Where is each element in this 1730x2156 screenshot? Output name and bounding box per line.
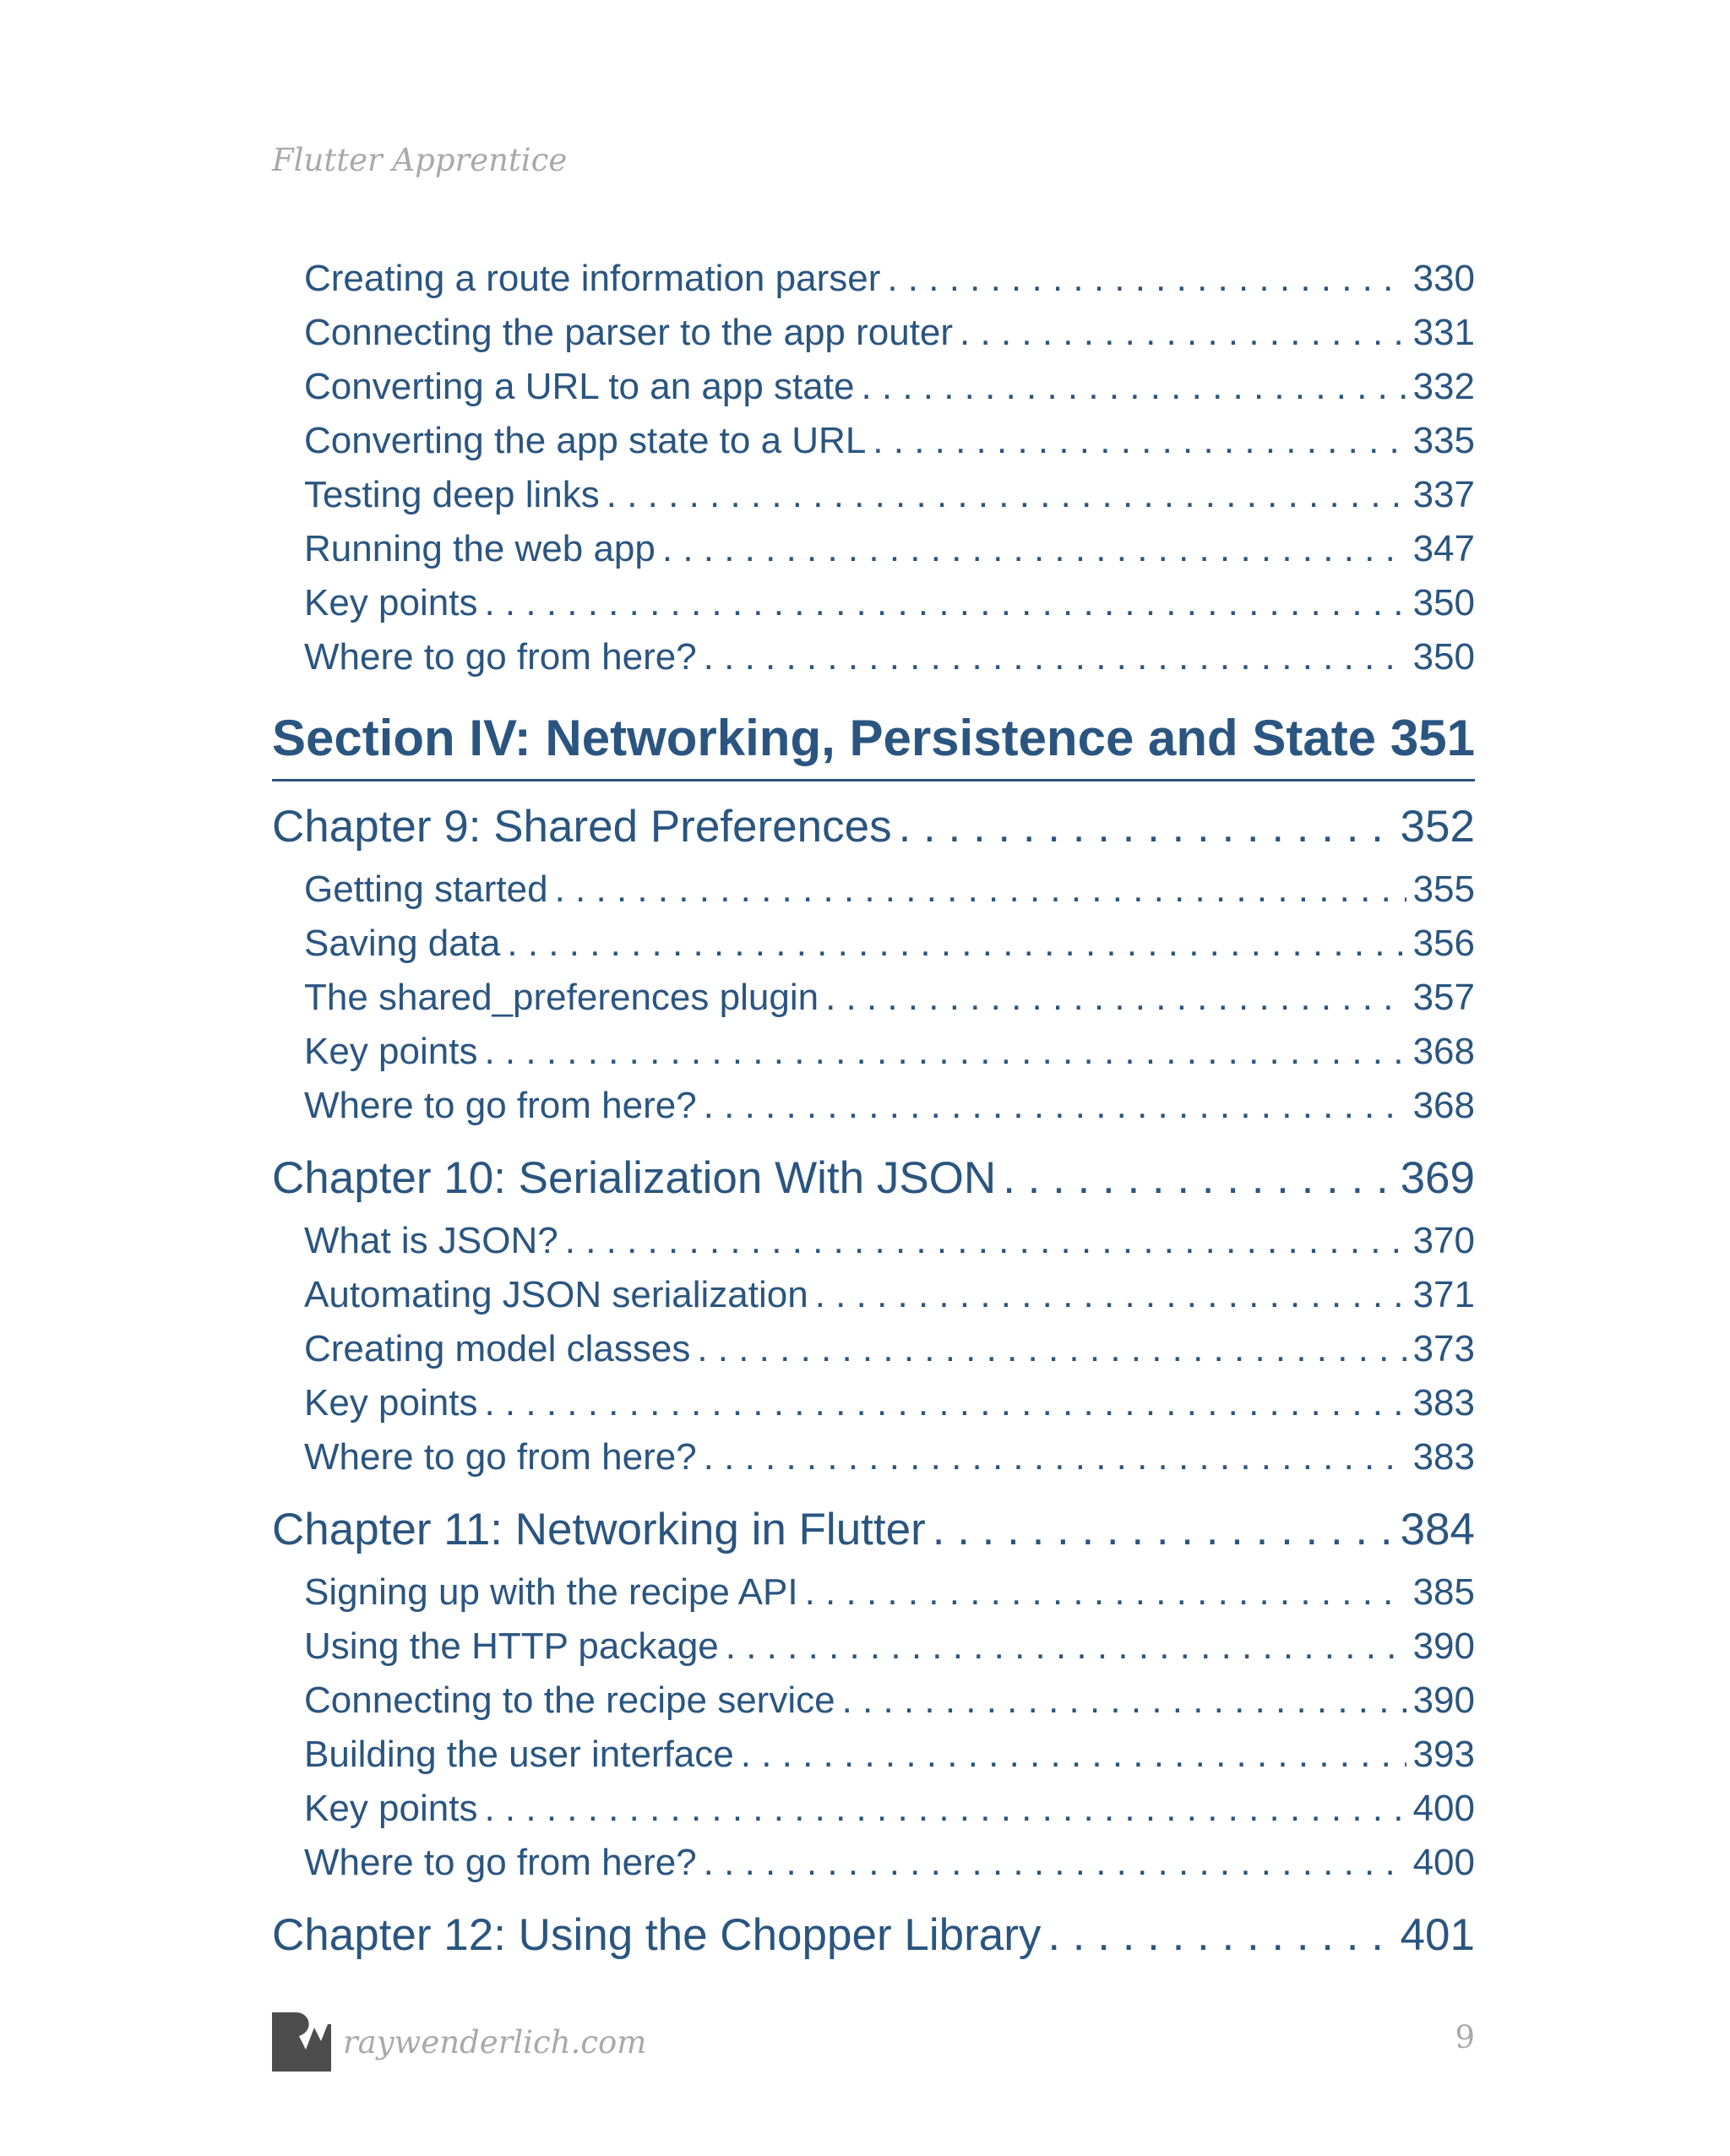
toc-entry[interactable]	[272, 1025, 1475, 1079]
toc-entry[interactable]	[272, 863, 1475, 917]
toc-entry-title: Getting started	[304, 868, 548, 910]
toc-entry-page: 390	[1412, 1680, 1475, 1721]
raywenderlich-logo-icon	[272, 2012, 331, 2072]
dot-leader	[726, 1620, 1406, 1674]
toc-entry-page: 347	[1412, 528, 1475, 569]
toc-entry-title: Key points	[304, 1382, 478, 1424]
toc-entry-title: Testing deep links	[304, 474, 600, 515]
dot-leader	[1047, 1900, 1393, 1971]
toc-entry-page: 335	[1412, 420, 1475, 461]
toc-entry-page: 373	[1412, 1328, 1475, 1369]
toc-entry-title: Key points	[304, 1788, 478, 1829]
toc-entry[interactable]	[272, 971, 1475, 1025]
toc-entry[interactable]	[272, 917, 1475, 971]
dot-leader	[484, 1782, 1406, 1836]
chapter-title: Chapter 10: Serialization With JSON	[272, 1153, 997, 1203]
toc-entry-title: Where to go from here?	[304, 1085, 697, 1126]
dot-leader	[805, 1565, 1406, 1620]
dot-leader	[704, 1836, 1406, 1890]
toc-chapter-heading[interactable]	[272, 1143, 1475, 1214]
toc-entry-page: 393	[1412, 1734, 1475, 1775]
toc-entry[interactable]	[272, 306, 1475, 360]
toc-entry[interactable]	[272, 1782, 1475, 1836]
toc-entry-page: 368	[1412, 1085, 1475, 1126]
toc-entry[interactable]	[272, 360, 1475, 414]
chapter-title: Chapter 11: Networking in Flutter	[272, 1505, 926, 1554]
dot-leader	[704, 1079, 1406, 1133]
toc-entry-title: What is JSON?	[304, 1220, 558, 1261]
toc-entry[interactable]	[272, 630, 1475, 684]
toc-section-heading[interactable]	[272, 701, 1475, 781]
chapter-page: 352	[1400, 802, 1475, 852]
toc-entry-page: 385	[1412, 1571, 1475, 1613]
dot-leader	[887, 252, 1406, 306]
dot-leader	[1003, 1143, 1393, 1214]
toc-entry[interactable]	[272, 1214, 1475, 1268]
toc-entry-title: Where to go from here?	[304, 1436, 697, 1478]
table-of-contents	[272, 252, 1475, 1971]
toc-entry-page: 371	[1412, 1274, 1475, 1315]
toc-entry-title: Where to go from here?	[304, 1842, 697, 1883]
toc-entry[interactable]	[272, 1836, 1475, 1890]
toc-entry[interactable]	[272, 1268, 1475, 1322]
section-title: Section IV: Networking, Persistence and State	[272, 710, 1377, 766]
toc-entry[interactable]	[272, 1620, 1475, 1674]
toc-entry-title: Converting the app state to a URL	[304, 420, 867, 461]
toc-entry-title: The shared_preferences plugin	[304, 977, 819, 1018]
dot-leader	[815, 1268, 1406, 1322]
toc-entry[interactable]	[272, 1728, 1475, 1782]
toc-entry[interactable]	[272, 576, 1475, 630]
page-number: 9	[1455, 2019, 1475, 2055]
chapter-title: Chapter 12: Using the Chopper Library	[272, 1910, 1042, 1960]
toc-entry-page: 332	[1412, 366, 1475, 407]
dot-leader	[607, 468, 1406, 522]
toc-entry-page: 383	[1412, 1382, 1475, 1424]
toc-entry[interactable]	[272, 1565, 1475, 1620]
dot-leader	[1383, 701, 1384, 776]
dot-leader	[825, 971, 1406, 1025]
toc-entry[interactable]	[272, 1322, 1475, 1376]
footer-site-name[interactable]: raywenderlich.com	[343, 2024, 647, 2061]
toc-chapter-heading[interactable]	[272, 792, 1475, 863]
chapter-page: 401	[1400, 1910, 1475, 1960]
toc-entry[interactable]	[272, 252, 1475, 306]
toc-entry[interactable]	[272, 1079, 1475, 1133]
chapter-page: 384	[1400, 1505, 1475, 1554]
dot-leader	[899, 792, 1394, 863]
toc-entry[interactable]	[272, 1430, 1475, 1484]
toc-entry-title: Key points	[304, 582, 478, 623]
toc-entry-title: Where to go from here?	[304, 636, 697, 678]
toc-entry[interactable]	[272, 1674, 1475, 1728]
dot-leader	[565, 1214, 1406, 1268]
running-head-title: Flutter Apprentice	[272, 142, 568, 178]
dot-leader	[842, 1674, 1406, 1728]
toc-entry-page: 331	[1412, 312, 1475, 353]
toc-entry-title: Connecting the parser to the app router	[304, 312, 954, 353]
toc-entry-page: 390	[1412, 1625, 1475, 1667]
toc-entry-title: Automating JSON serialization	[304, 1274, 808, 1315]
dot-leader	[741, 1728, 1406, 1782]
dot-leader	[861, 360, 1406, 414]
toc-entry-page: 368	[1412, 1031, 1475, 1072]
toc-entry-page: 400	[1412, 1842, 1475, 1883]
toc-entry-page: 383	[1412, 1436, 1475, 1478]
toc-entry[interactable]	[272, 414, 1475, 468]
toc-entry-page: 356	[1412, 923, 1475, 964]
toc-entry-page: 355	[1412, 868, 1475, 910]
toc-entry[interactable]	[272, 1376, 1475, 1430]
toc-entry-page: 357	[1412, 977, 1475, 1018]
dot-leader	[662, 522, 1406, 576]
toc-entry-title: Creating model classes	[304, 1328, 691, 1369]
toc-entry[interactable]	[272, 468, 1475, 522]
dot-leader	[704, 630, 1406, 684]
toc-entry-title: Key points	[304, 1031, 478, 1072]
chapter-page: 369	[1400, 1153, 1475, 1203]
toc-entry-title: Running the web app	[304, 528, 656, 569]
toc-entry[interactable]	[272, 522, 1475, 576]
toc-entry-page: 370	[1412, 1220, 1475, 1261]
toc-entry-page: 400	[1412, 1788, 1475, 1829]
dot-leader	[484, 1025, 1406, 1079]
dot-leader	[484, 1376, 1406, 1430]
toc-entry-page: 337	[1412, 474, 1475, 515]
toc-entry-page: 330	[1412, 258, 1475, 299]
toc-entry-title: Converting a URL to an app state	[304, 366, 855, 407]
section-page: 351	[1390, 710, 1475, 766]
toc-entry-title: Creating a route information parser	[304, 258, 881, 299]
toc-entry-page: 350	[1412, 636, 1475, 678]
toc-entry-page: 350	[1412, 582, 1475, 623]
toc-entry-title: Saving data	[304, 923, 501, 964]
chapter-title: Chapter 9: Shared Preferences	[272, 802, 892, 852]
dot-leader	[873, 414, 1406, 468]
toc-entry-title: Connecting to the recipe service	[304, 1680, 835, 1721]
toc-entry-title: Building the user interface	[304, 1734, 734, 1775]
dot-leader	[933, 1494, 1394, 1565]
dot-leader	[697, 1322, 1406, 1376]
dot-leader	[960, 306, 1406, 360]
dot-leader	[507, 917, 1406, 971]
toc-chapter-heading[interactable]	[272, 1494, 1475, 1565]
dot-leader	[555, 863, 1406, 917]
dot-leader	[704, 1430, 1406, 1484]
dot-leader	[484, 576, 1406, 630]
toc-chapter-heading[interactable]	[272, 1900, 1475, 1971]
toc-entry-title: Signing up with the recipe API	[304, 1571, 798, 1613]
toc-entry-title: Using the HTTP package	[304, 1625, 719, 1667]
